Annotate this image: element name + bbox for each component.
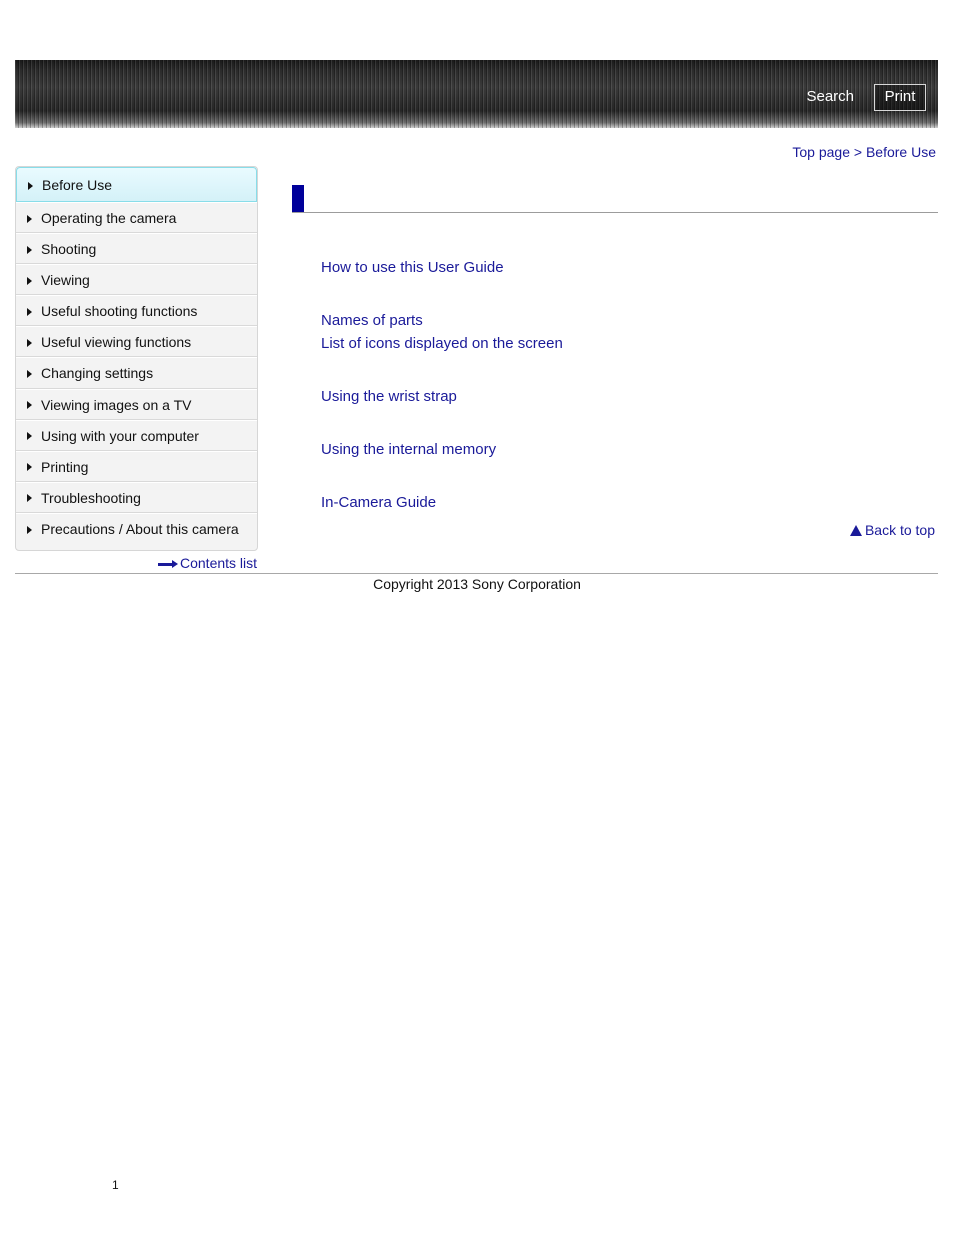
- breadcrumb-top-page[interactable]: Top page: [792, 144, 850, 160]
- sidebar-item-label: Troubleshooting: [41, 489, 141, 506]
- back-to-top-label: Back to top: [864, 522, 935, 538]
- copyright-text: Copyright 2013 Sony Corporation: [373, 576, 581, 592]
- link-using-internal-memory[interactable]: Using the internal memory: [321, 441, 497, 458]
- sidebar-item-using-with-computer[interactable]: [16, 420, 257, 451]
- sidebar-item-operating-the-camera[interactable]: [16, 202, 257, 233]
- sidebar-item-printing[interactable]: [16, 451, 257, 482]
- sidebar-item-label: Useful shooting functions: [41, 303, 198, 320]
- sidebar-item-label: Using with your computer: [41, 427, 199, 444]
- print-button[interactable]: Print: [874, 84, 926, 111]
- link-how-to-use-user-guide[interactable]: How to use this User Guide: [321, 259, 504, 276]
- triangle-right-icon: [27, 432, 32, 440]
- sidebar-item-label: Operating the camera: [41, 210, 177, 226]
- breadcrumb-current[interactable]: Before Use: [865, 144, 936, 160]
- triangle-right-icon: [27, 308, 32, 316]
- sidebar-item-label: Printing: [41, 458, 89, 475]
- footer-divider: [15, 573, 938, 574]
- sidebar-item-label: Precautions / About this camera: [41, 520, 239, 537]
- breadcrumb: [792, 144, 936, 160]
- sidebar-item-precautions[interactable]: [16, 513, 257, 544]
- triangle-right-icon: [27, 246, 32, 254]
- sidebar-item-label: Viewing: [41, 272, 90, 289]
- sidebar-item-label: Before Use: [42, 177, 113, 193]
- link-list-of-icons[interactable]: List of icons displayed on the screen: [321, 335, 563, 352]
- triangle-right-icon: [27, 494, 32, 502]
- contents-list-link[interactable]: [158, 555, 257, 571]
- sidebar-item-shooting[interactable]: [16, 233, 257, 264]
- sidebar-item-label: Changing settings: [41, 365, 154, 382]
- sidebar-item-useful-shooting-functions[interactable]: [16, 295, 257, 326]
- triangle-right-icon: [28, 182, 33, 190]
- sidebar-item-before-use[interactable]: [16, 167, 257, 202]
- back-to-top-link[interactable]: [850, 522, 935, 538]
- link-names-of-parts[interactable]: Names of parts: [321, 312, 423, 329]
- section-title-marker: [292, 185, 304, 212]
- contents-list-label: Contents list: [180, 555, 258, 571]
- sidebar-item-label: Shooting: [41, 241, 97, 258]
- arrow-right-icon: [158, 560, 178, 568]
- page-number: 1: [112, 1178, 119, 1192]
- sidebar-item-viewing-images-on-tv[interactable]: [16, 389, 257, 420]
- triangle-right-icon: [27, 215, 32, 223]
- breadcrumb-separator: >: [853, 144, 863, 160]
- search-link[interactable]: Search: [806, 88, 854, 105]
- sidebar-item-label: Viewing images on a TV: [41, 396, 192, 413]
- sidebar-nav: [15, 166, 258, 551]
- link-using-wrist-strap[interactable]: Using the wrist strap: [321, 388, 457, 405]
- sidebar-item-useful-viewing-functions[interactable]: [16, 326, 257, 357]
- triangle-right-icon: [27, 277, 32, 285]
- sidebar-item-changing-settings[interactable]: [16, 357, 257, 388]
- triangle-right-icon: [27, 526, 32, 534]
- triangle-up-icon: [850, 525, 862, 536]
- triangle-right-icon: [27, 370, 32, 378]
- triangle-right-icon: [27, 401, 32, 409]
- link-in-camera-guide[interactable]: In-Camera Guide: [321, 494, 437, 511]
- triangle-right-icon: [27, 339, 32, 347]
- sidebar-item-troubleshooting[interactable]: [16, 482, 257, 513]
- sidebar-item-label: Useful viewing functions: [41, 334, 192, 351]
- top-header-bar: [15, 60, 938, 128]
- triangle-right-icon: [27, 463, 32, 471]
- section-title-divider: [292, 212, 938, 213]
- sidebar-item-viewing[interactable]: [16, 264, 257, 295]
